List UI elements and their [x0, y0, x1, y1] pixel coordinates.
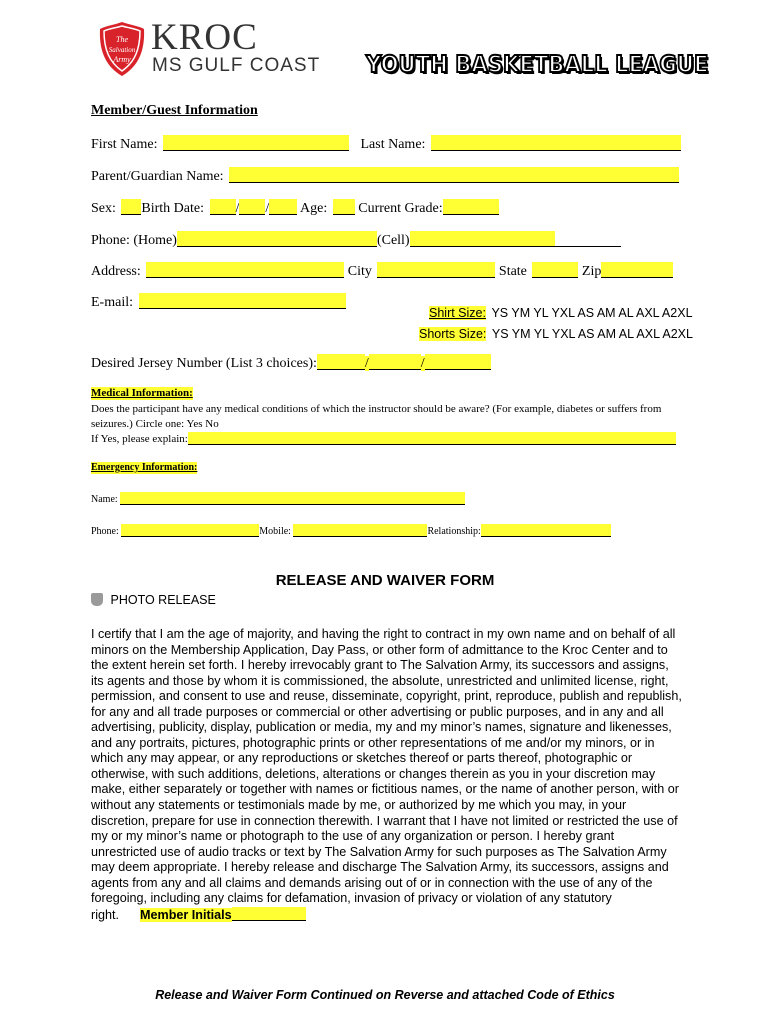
birth-month-field[interactable] — [210, 199, 236, 215]
shield-icon — [97, 20, 147, 78]
address-field[interactable] — [146, 262, 344, 278]
email-field[interactable] — [139, 293, 346, 309]
phone-home-label: Phone: (Home) — [91, 233, 177, 248]
release-paragraph — [91, 627, 683, 923]
age-label: Age: — [300, 201, 328, 216]
age-field[interactable] — [333, 199, 355, 215]
emergency-phone-field[interactable] — [121, 524, 259, 537]
svg-text:The: The — [116, 35, 128, 44]
medical-explain-field[interactable] — [188, 432, 676, 445]
emergency-mobile-label: Mobile: — [259, 526, 291, 537]
shirt-size-label: Shirt Size: — [429, 306, 486, 320]
city-field[interactable] — [377, 262, 495, 278]
shorts-size-options[interactable]: YS YM YL YXL AS AM AL AXL A2XL — [491, 327, 693, 341]
svg-text:Salvation: Salvation — [108, 46, 136, 54]
section-title-member: Member/Guest Information — [91, 103, 258, 118]
zip-label: Zip — [581, 264, 602, 279]
last-name-field[interactable] — [431, 135, 681, 151]
member-initials-label: Member Initials — [140, 907, 232, 922]
medical-question-line2: seizures.) Circle one: Yes No — [91, 418, 219, 430]
parent-guardian-field[interactable] — [229, 167, 679, 183]
emergency-mobile-field[interactable] — [293, 524, 427, 537]
state-label: State — [498, 264, 527, 279]
date-slash: / — [265, 201, 270, 216]
current-grade-label: Current Grade: — [358, 201, 443, 216]
shirt-size-row — [429, 305, 693, 321]
shirt-size-options[interactable]: YS YM YL YXL AS AM AL AXL A2XL — [491, 306, 693, 320]
jersey-label: Desired Jersey Number (List 3 choices): — [91, 356, 317, 371]
date-slash: / — [364, 356, 369, 371]
emergency-name-label: Name: — [91, 494, 118, 505]
first-name-field[interactable] — [163, 135, 349, 151]
emergency-relationship-label: Relationship: — [427, 526, 481, 537]
jersey-choice-3[interactable] — [425, 354, 491, 370]
shorts-size-label: Shorts Size: — [419, 327, 487, 341]
birth-day-field[interactable] — [239, 199, 265, 215]
date-slash: / — [235, 201, 240, 216]
cell-line-extension — [555, 231, 621, 247]
league-title: YOUTH BASKETBALL LEAGUE — [366, 52, 709, 78]
city-label: City — [347, 264, 372, 279]
medical-title: Medical Information: — [91, 387, 193, 399]
cell-label: (Cell) — [376, 233, 410, 248]
parent-guardian-label: Parent/Guardian Name: — [91, 169, 224, 184]
state-field[interactable] — [532, 262, 578, 278]
release-footer: Release and Waiver Form Continued on Reverse and attached Code of Ethics — [155, 988, 615, 1002]
zip-field[interactable] — [601, 262, 673, 278]
member-initials-field[interactable] — [232, 907, 306, 921]
current-grade-field[interactable] — [443, 199, 499, 215]
emergency-relationship-field[interactable] — [481, 524, 611, 537]
emergency-name-field[interactable] — [120, 492, 465, 505]
birth-year-field[interactable] — [269, 199, 297, 215]
phone-home-field[interactable] — [177, 231, 377, 247]
salvation-army-logo — [97, 20, 147, 78]
medical-question-line1: Does the participant have any medical conditions of which the instructor should be aware? (For example, diabetes or suffers from — [91, 403, 662, 415]
logo-location: MS GULF COAST — [152, 55, 321, 76]
email-label: E-mail: — [91, 295, 133, 310]
address-label: Address: — [91, 264, 141, 279]
sex-field[interactable] — [121, 199, 141, 215]
sex-label: Sex: — [91, 201, 116, 216]
release-text: I certify that I am the age of majority, and having the right to contract in my own name and on behalf of all minors on the Membership Application, Day Pass, or other form of admittance to the Kroc Center and to the extent herein set forth. I hereby irrevocably grant to The Salvation Army, its successors and assigns, its agents and those by whom it is commissioned, the absolute, unrestricted and unlimited license, right, permission, and consent to use and reuse, disseminate, copyright, print, reproduce, publish and republish, for any and all trade purposes or commercial or other advertising or public purposes, and in any and all advertising, publicity, display, publication or media, my and my minor’s names, signature and likenesses, and any portraits, pictures, photographic prints or other representations of me and/or my minors, or in which any may appear, or any reproductions or sketches thereof or parts thereof, photographic or otherwise, with such additions, deletions, alterations or changes therein as you in your discretion may make, either separately or together with names or fictitious names, or the name of another person, with or without any statements or testimonials made by me, or authorized by me which you may, in your discretion, prepare for use in connection therewith. I warrant that I have not limited or restricted the use of my or my minor’s name or photograph to the use of any organization or person. I hereby grant unrestricted use of audio tracks or text by The Salvation Army for such purposes as The Salvation Army may deem appropriate. I hereby release and discharge The Salvation Army, its successors, assigns and agents from any and all claims and demands arising out of or in connection with the use of any of the foregoing, including any claims for defamation, invasion of privacy or violation of any statutory right. — [91, 627, 682, 922]
release-title: RELEASE AND WAIVER FORM — [275, 572, 495, 589]
svg-text:Army: Army — [113, 55, 131, 64]
checkbox-icon[interactable] — [91, 593, 103, 606]
emergency-title: Emergency Information: — [91, 462, 198, 473]
medical-explain-label: If Yes, please explain: — [91, 433, 188, 445]
cell-field[interactable] — [410, 231, 555, 247]
last-name-label: Last Name: — [360, 137, 426, 152]
photo-release-label: PHOTO RELEASE — [110, 593, 216, 607]
logo-kroc: KROC — [151, 17, 258, 58]
jersey-choice-2[interactable] — [369, 354, 421, 370]
birth-date-label: Birth Date: — [141, 201, 204, 216]
shorts-size-row — [419, 326, 693, 342]
emergency-phone-label: Phone: — [91, 526, 119, 537]
date-slash: / — [420, 356, 425, 371]
jersey-choice-1[interactable] — [317, 354, 365, 370]
first-name-label: First Name: — [91, 137, 158, 152]
